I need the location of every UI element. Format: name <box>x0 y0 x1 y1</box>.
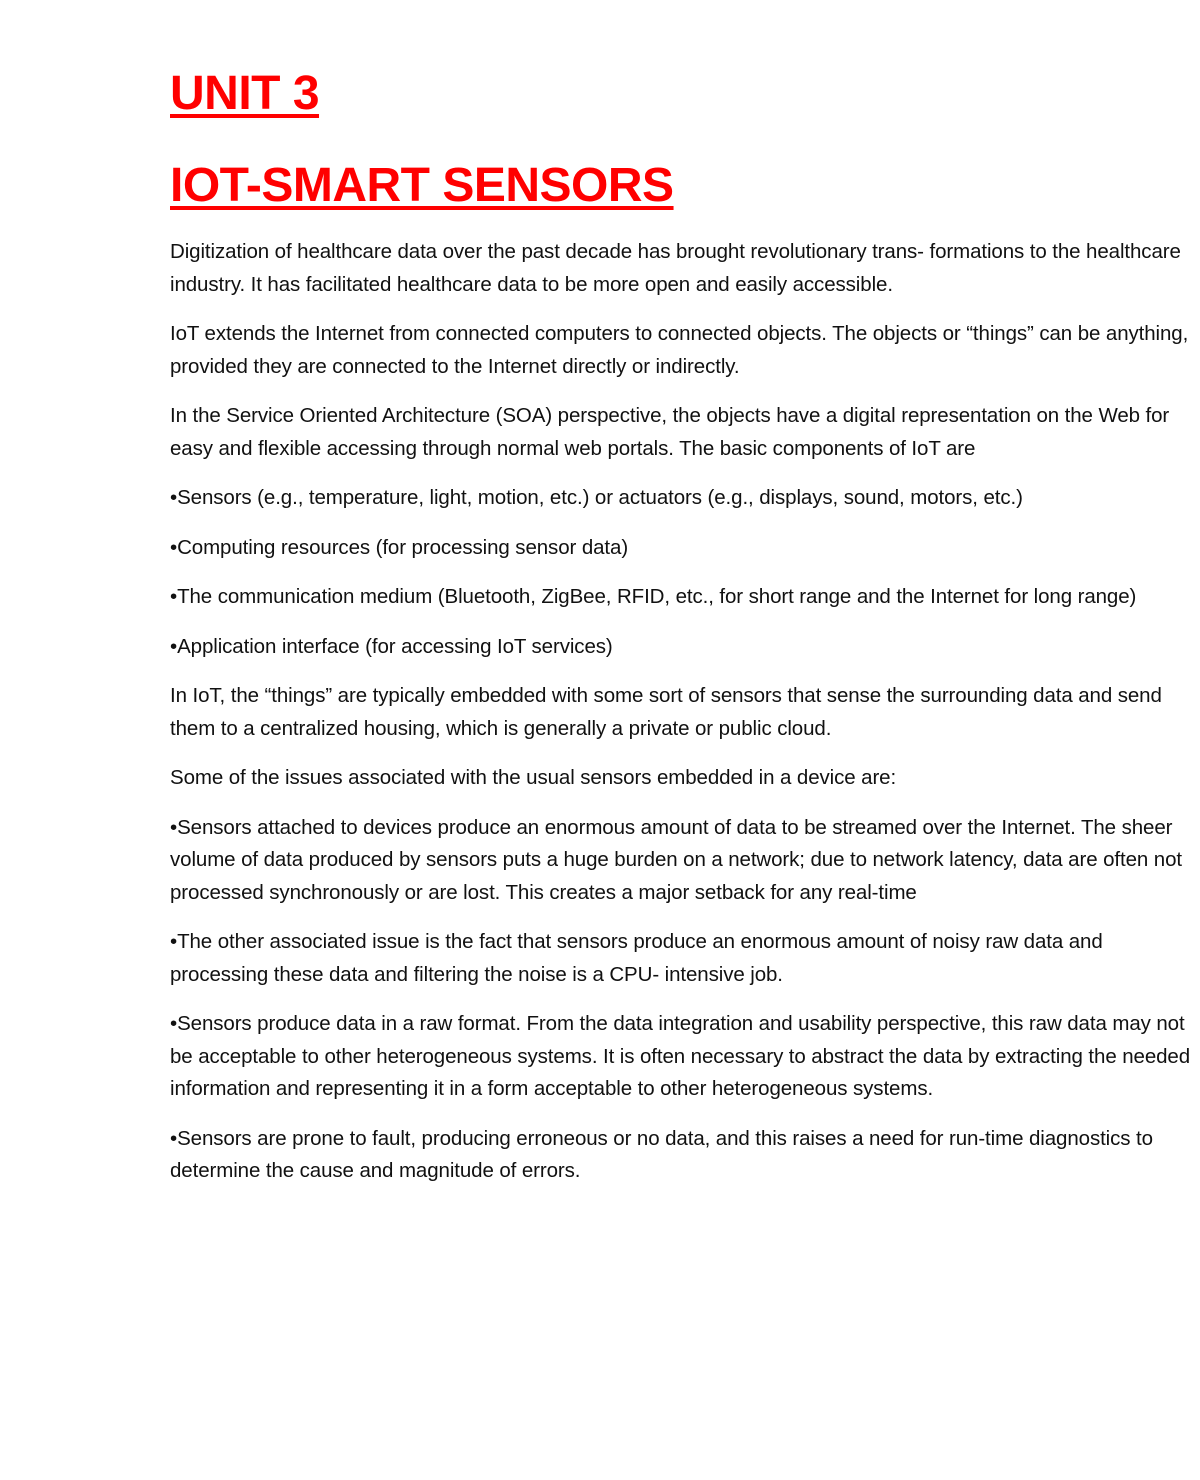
bullet-raw-format: •Sensors produce data in a raw format. From the data integration and usability perspective, this raw data may not be acceptable to other heterogeneous systems. It is often necessary to abstract the data by extracting the needed information and representing it in a form acceptable to other heterogeneous systems. <box>170 1012 1191 1100</box>
bullet-sensor-faults: •Sensors are prone to fault, producing erroneous or no data, and this raises a need for run-time diagnostics to determine the cause and magnitude of errors. <box>170 1126 1153 1182</box>
bullet-data-volume: •Sensors attached to devices produce an enormous amount of data to be streamed over the Internet. The sheer volume of data produced by sensors puts a huge burden on a network; due to network latency, data are often not processed synchronously or are lost. This creates a major setback for any real-time <box>170 815 1182 904</box>
document-body <box>170 62 1192 1205</box>
bullet-application-interface: •Application interface (for accessing IoT services) <box>170 634 613 658</box>
paragraph-iot-extends: IoT extends the Internet from connected computers to connected objects. The objects or “things” can be anything, provided they are connected to the Internet directly or indirectly. <box>170 322 1189 378</box>
paragraph-things-embedded: In IoT, the “things” are typically embedded with some sort of sensors that sense the surrounding data and send them to a centralized housing, which is generally a private or public cloud. <box>170 684 1162 740</box>
paragraph-digitization: Digitization of healthcare data over the past decade has brought revolutionary trans- formations to the healthcare industry. It has facilitated healthcare data to be more open and easily accessible. <box>170 240 1181 296</box>
bullet-communication-medium: •The communication medium (Bluetooth, ZigBee, RFID, etc., for short range and the Internet for long range) <box>170 585 1137 608</box>
title-heading: IOT-SMART SENSORS <box>170 159 674 212</box>
bullet-noisy-data: •The other associated issue is the fact that sensors produce an enormous amount of noisy raw data and processing these data and filtering the noise is a CPU- intensive job. <box>170 930 1103 986</box>
paragraph-soa-perspective: In the Service Oriented Architecture (SOA) perspective, the objects have a digital representation on the Web for easy and flexible accessing through normal web portals. The basic components of IoT are <box>170 404 1170 460</box>
bullet-computing-resources: •Computing resources (for processing sensor data) <box>170 535 629 559</box>
unit-heading: UNIT 3 <box>170 67 320 120</box>
paragraph-issues-intro: Some of the issues associated with the usual sensors embedded in a device are: <box>170 766 897 789</box>
bullet-sensors-actuators: •Sensors (e.g., temperature, light, motion, etc.) or actuators (e.g., displays, sound, motors, etc.) <box>170 486 1023 509</box>
